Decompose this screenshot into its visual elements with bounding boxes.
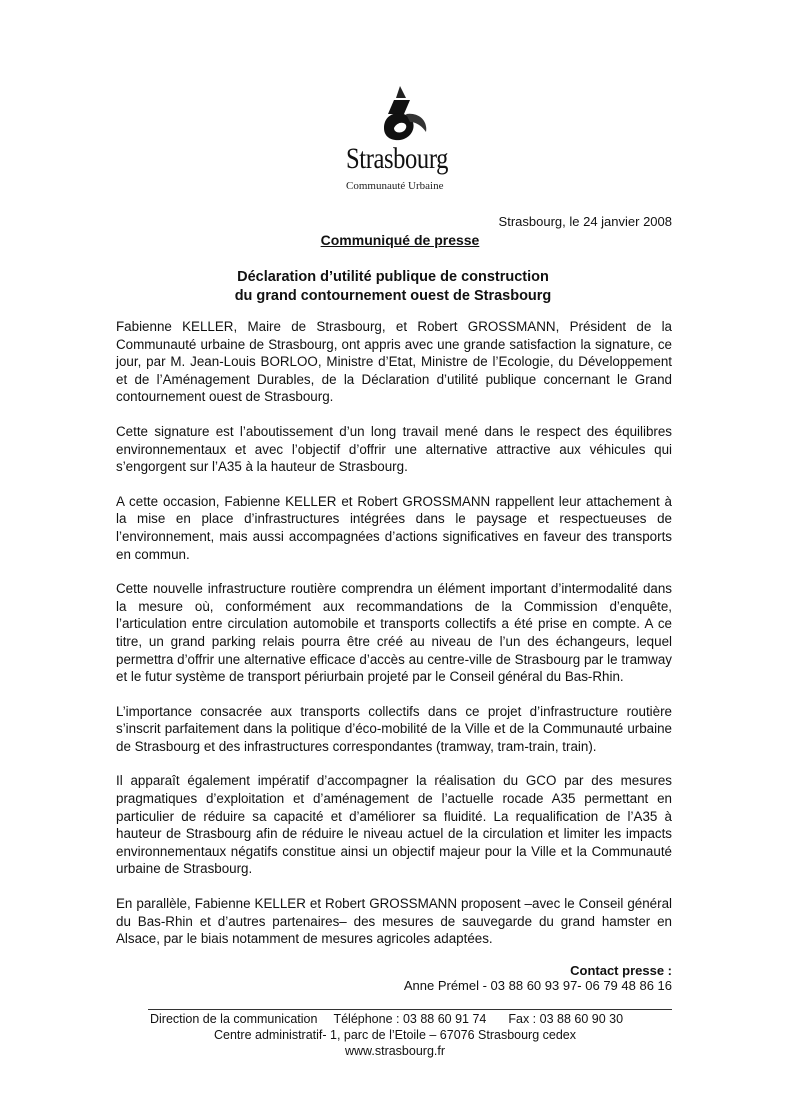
dateline: Strasbourg, le 24 janvier 2008: [498, 214, 672, 229]
footer-fax: Fax : 03 88 60 90 30: [508, 1012, 624, 1026]
paragraph-7: En parallèle, Fabienne KELLER et Robert GROSSMANN proposent –avec le Conseil général du Bas-Rhin et d’autres partenaires– des mesures de sauvegarde du grand hamster en Alsace, par le biais notamment de mesures agricoles adaptées.: [116, 896, 672, 947]
paragraph-6: Il apparaît également impératif d’accompagner la réalisation du GCO par des mesures pragmatiques d’exploitation et d’aménagement de l’actuelle rocade A35 permettant en particulier de réduire sa capacité et d’améliorer sa fluidité. La requalification de l’A35 à hauteur de Strasbourg afin de réduire le niveau actuel de la circulation et limiter les impacts environnementaux négatifs constitue ainsi un objectif majeur pour la Ville et la Communauté urbaine de Strasbourg.: [116, 773, 672, 877]
paragraph-5: L’importance consacrée aux transports collectifs dans ce projet d’infrastructure routière s’inscrit parfaitement dans la politique d’éco-mobilité de la Ville et de la Communauté urbaine de Strasbourg et des infrastructures correspondantes (tramway, tram-train, train).: [116, 703, 672, 754]
document-heading: [0, 232, 800, 248]
logo-wordmark: Strasbourg: [346, 142, 449, 175]
contact-details: Anne Prémel - 03 88 60 93 97- 06 79 48 86 16: [403, 978, 672, 993]
logo-subtitle: Communauté Urbaine: [346, 180, 444, 192]
title-line-1: Déclaration d’utilité publique de construction: [237, 269, 549, 285]
paragraph-4: Cette nouvelle infrastructure routière comprendra un élément important d’intermodalité dans la mesure où, conformément aux recommandations de la Commission d’enquête, l’articulation entre circulation automobile et transports collectifs a été prise en compte. A ce titre, un grand parking relais pourra être créé au niveau de l’un des échangeurs, lequel permettra d’offrir une alternative efficace d’accès au centre-ville de Strasbourg par le tramway et le futur système de transport périurbain projeté par le Conseil général du Bas-Rhin.: [116, 581, 672, 685]
press-contact: [404, 963, 672, 993]
release-title: [0, 268, 786, 306]
footer-website: www.strasbourg.fr: [344, 1044, 446, 1058]
title-line-2: du grand contournement ouest de Strasbourg: [234, 288, 552, 304]
paragraph-3: A cette occasion, Fabienne KELLER et Robert GROSSMANN rappellent leur attachement à la mise en place d’infrastructures intégrées dans le paysage et respectueuses de l’environnement, mais aussi accompagnées d’actions significatives en faveur des transports en commun.: [116, 493, 672, 562]
paragraph-1: Fabienne KELLER, Maire de Strasbourg, et Robert GROSSMANN, Président de la Communauté urbaine de Strasbourg, ont appris avec une grande satisfaction la signature, ce jour, par M. Jean-Louis BORLOO, Ministre d’Etat, Ministre de l’Ecologie, du Développement et de l’Aménagement Durables, de la Déclaration d’utilité publique concernant le Grand contournement ouest de Strasbourg.: [116, 319, 672, 405]
footer-divider: [148, 1009, 672, 1010]
contact-title: Contact presse :: [570, 963, 672, 978]
heading-text: Communiqué de presse: [320, 232, 480, 248]
footer-phone: Téléphone : 03 88 60 91 74: [333, 1012, 487, 1026]
footer-address: Centre administratif- 1, parc de l’Etoile – 67076 Strasbourg cedex: [214, 1028, 576, 1042]
paragraph-2: Cette signature est l’aboutissement d’un long travail mené dans le respect des équilibres environnementaux et avec l’objectif d’offrir une alternative attractive aux véhicules qui s’engorgent sur l’A35 à la hauteur de Strasbourg.: [116, 423, 672, 475]
strasbourg-emblem-icon: [370, 84, 432, 144]
footer-contact-row: [150, 1012, 623, 1026]
strasbourg-logo: [340, 84, 470, 196]
release-body: [116, 318, 672, 965]
footer-department: Direction de la communication: [150, 1012, 318, 1026]
